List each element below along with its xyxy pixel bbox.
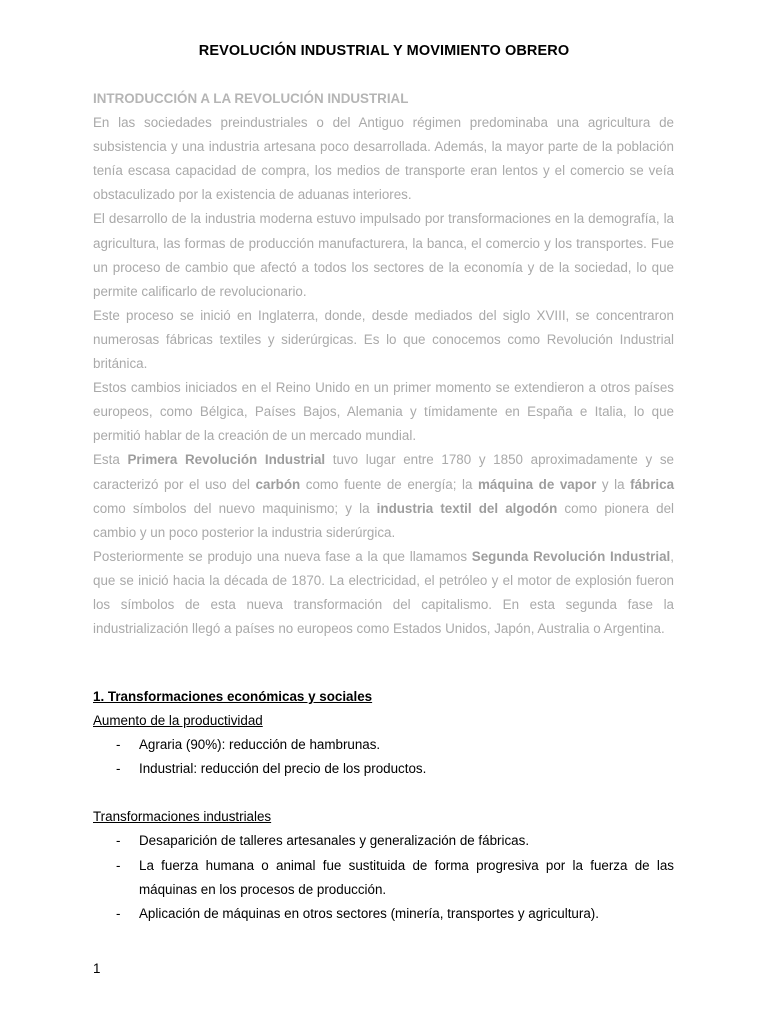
text-run: como pionera del cambio y un poco posterior la industria siderúrgica. [93,500,674,540]
text-run: y la [596,476,631,492]
bold-term: fábrica [630,476,675,492]
text-run: como símbolos del nuevo maquinismo; y la [93,500,377,516]
intro-paragraph-4: Estos cambios iniciados en el Reino Unido en un primer momento se extendieron a otros países europeos, como Bélgica, Países Bajos, Alemania y tímidamente en España e Italia, lo que permitió hablar de la creación de un mercado mundial. [93,380,674,444]
list-item: - Industrial: reducción del precio de los productos. [93,757,674,781]
intro-paragraph-3: Este proceso se inició en Inglaterra, donde, desde mediados del siglo XVIII, se concentraron numerosas fábricas textiles y siderúrgicas. Es lo que conocemos como Revolución Industrial británica. [93,307,674,372]
list-item: - Agraria (90%): reducción de hambrunas. [93,733,674,757]
text-run: como fuente de energía; la [300,476,479,492]
bold-term: máquina de vapor [478,476,597,492]
text-run: Esta [93,452,128,468]
bold-term: Primera Revolución Industrial [127,452,326,468]
section-title: 1. Transformaciones económicas y sociales [93,689,373,704]
spacer [93,781,674,805]
subsection-title-productivity: Aumento de la productividad [93,713,263,729]
intro-heading: INTRODUCCIÓN A LA REVOLUCIÓN INDUSTRIAL [93,91,409,106]
page-number: 1 [93,961,101,976]
list-item: - Desaparición de talleres artesanales y generalización de fábricas. [93,829,674,853]
intro-paragraph-1: En las sociedades preindustriales o del Antiguo régimen predominaba una agricultura de subsistencia y una industria artesana poco desarrollada. Además, la mayor parte de la población tenía escasa capacidad de compra, los medios de transporte eran lentos y el comercio se veía obstaculizado por la existencia de aduanas interiores. [93,115,674,203]
text-run: Posteriormente se produjo una nueva fase a la que llamamos [93,548,472,564]
intro-paragraph-5 [93,448,674,544]
list-item: - La fuerza humana o animal fue sustituida de forma progresiva por la fuerza de las máquinas en los procesos de producción. [93,854,674,902]
intro-paragraph-6 [93,545,674,641]
industrial-list [93,829,674,925]
document-title: REVOLUCIÓN INDUSTRIAL Y MOVIMIENTO OBRERO [198,43,570,59]
intro-paragraph-2: El desarrollo de la industria moderna estuvo impulsado por transformaciones en la demografía, la agricultura, las formas de producción manufacturera, la banca, el comercio y los transportes. Fue un proceso de cambio que afectó a todos los sectores de la economía y de la sociedad, lo que permite calificarlo de revolucionario. [93,211,674,299]
text-run: tuvo lugar entre 1780 y 1850 aproximadamente y se caracterizó por el uso del [93,452,674,492]
bold-term: carbón [255,476,301,492]
bold-term: industria textil del algodón [376,500,558,516]
subsection-title-industrial: Transformaciones industriales [93,809,272,825]
introduction-section [93,87,674,641]
bold-term: Segunda Revolución Industrial [471,548,671,564]
productivity-list [93,733,674,781]
text-run: , que se inició hacia la década de 1870. La electricidad, el petróleo y el motor de explosión fueron los símbolos de esta nueva transformación del capitalismo. En esta segunda fase la industrialización llegó a países no europeos como Estados Unidos, Japón, Australia o Argentina. [93,548,674,637]
list-item: - Aplicación de máquinas en otros sectores (minería, transportes y agricultura). [93,902,674,926]
section-1 [93,685,674,926]
